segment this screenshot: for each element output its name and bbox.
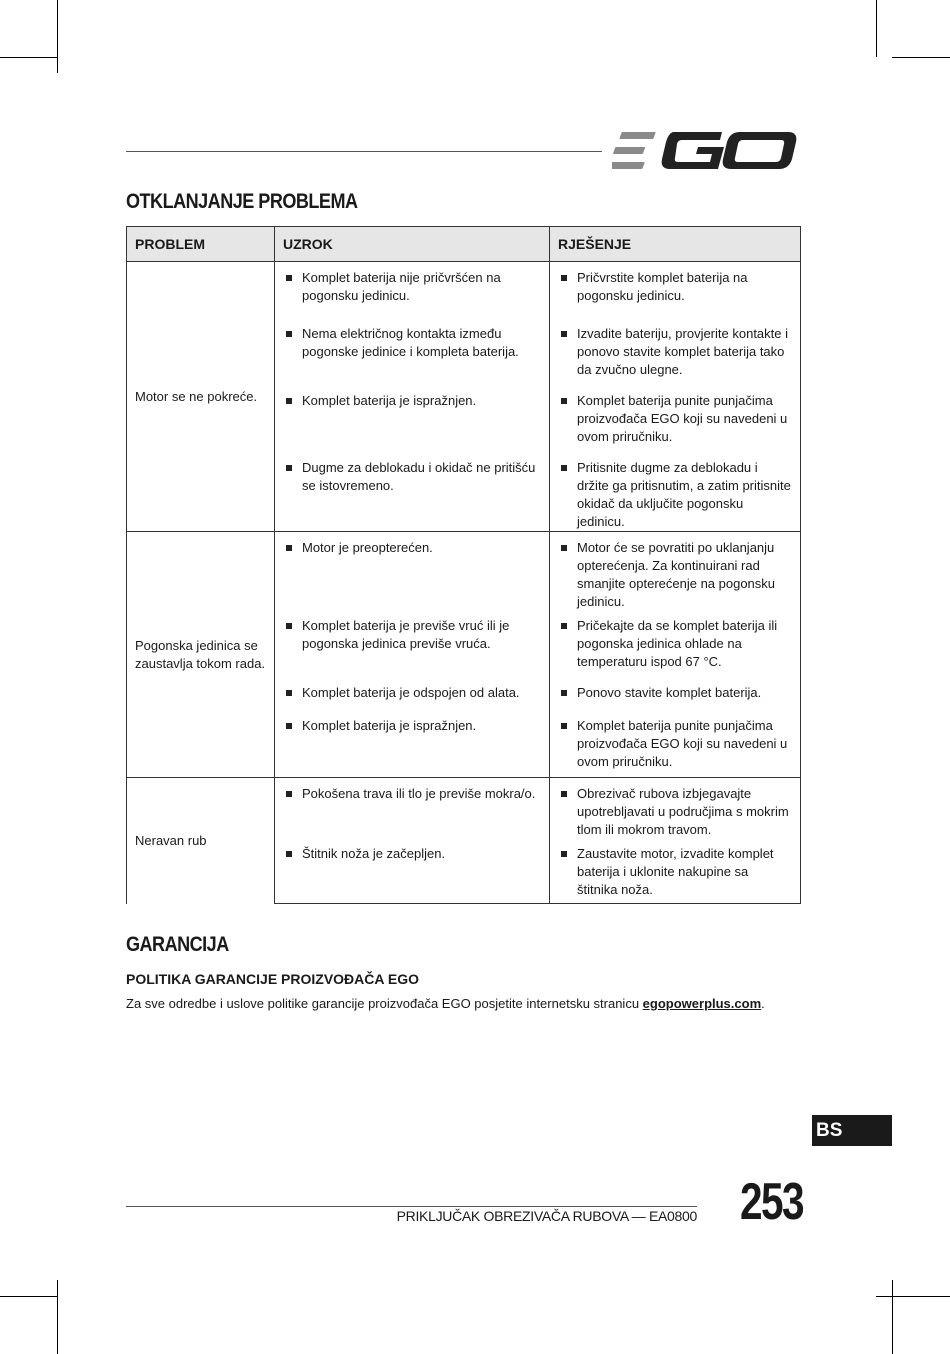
crop-mark [57, 0, 58, 73]
table-row [127, 262, 801, 326]
bullet-icon [286, 623, 292, 629]
footer-rule [126, 1206, 697, 1207]
bullet-icon [561, 851, 567, 857]
warranty-text-after: . [761, 996, 765, 1011]
footer-product: PRIKLJUČAK OBREZIVAČA RUBOVA — EA0800 [396, 1208, 697, 1224]
solution-text: Motor će se povratiti po uklanjanju opterećenja. Za kontinuirani rad smanjite opterećenje na pogonsku jedinicu. [577, 540, 776, 609]
solution-text: Ponovo stavite komplet baterija. [577, 685, 762, 700]
header-solution: RJEŠENJE [550, 227, 801, 262]
problem-cell: Pogonska jedinica se zaustavlja tokom rada. [127, 532, 275, 778]
solution-cell [550, 845, 801, 904]
cause-text: Komplet baterija je previše vruć ili je pogonska jedinica previše vruća. [302, 618, 510, 651]
solution-text: Pritisnite dugme za deblokadu i držite ga pritisnutim, a zatim pritisnite okidač da uključite pogonsku jedinicu. [577, 460, 791, 529]
solution-cell [550, 459, 801, 532]
cause-cell [275, 325, 550, 392]
solution-text: Pričvrstite komplet baterija na pogonsku jedinicu. [577, 270, 748, 303]
page-number: 253 [740, 1173, 803, 1231]
bullet-icon [286, 723, 292, 729]
solution-text: Pričekajte da se komplet baterija ili pogonska jedinica ohlade na temperaturu ispod 67 °C. [577, 618, 778, 669]
bullet-icon [561, 465, 567, 471]
cause-cell [275, 262, 550, 326]
table-header-row [127, 227, 801, 262]
table-row [127, 532, 801, 618]
solution-text: Zaustavite motor, izvadite komplet baterija i uklonite nakupine sa štitnika noža. [577, 846, 774, 897]
bullet-icon [561, 623, 567, 629]
bullet-icon [286, 398, 292, 404]
cause-cell [275, 717, 550, 778]
bullet-icon [561, 545, 567, 551]
warranty-subtitle: POLITIKA GARANCIJE PROIZVOĐAČA EGO [126, 971, 419, 987]
cause-cell [275, 778, 550, 846]
warranty-text-before: Za sve odredbe i uslove politike garancije proizvođača EGO posjetite internetsku stranicu [126, 996, 643, 1011]
table-row [127, 778, 801, 846]
cause-text: Pokošena trava ili tlo je previše mokra/o. [302, 786, 536, 801]
bullet-icon [286, 791, 292, 797]
crop-mark [0, 1296, 57, 1297]
solution-text: Komplet baterija punite punjačima proizvođača EGO koji su navedeni u ovom priručniku. [577, 718, 788, 769]
bullet-icon [561, 690, 567, 696]
bullet-icon [561, 275, 567, 281]
bullet-icon [561, 791, 567, 797]
cause-cell [275, 845, 550, 904]
warranty-text [126, 996, 765, 1011]
cause-text: Nema električnog kontakta između pogonske jedinice i kompleta baterija. [302, 326, 519, 359]
problem-cell: Motor se ne pokreće. [127, 262, 275, 532]
cause-cell [275, 392, 550, 459]
bullet-icon [286, 275, 292, 281]
bullet-icon [561, 398, 567, 404]
solution-cell [550, 778, 801, 846]
solution-cell [550, 392, 801, 459]
crop-mark [876, 1296, 950, 1297]
solution-text: Obrezivač rubova izbjegavajte upotrebljavati u područjima s mokrim tlom ili mokrom travom. [577, 786, 789, 837]
cause-cell [275, 532, 550, 618]
header-problem: PROBLEM [127, 227, 275, 262]
header-cause: UZROK [275, 227, 550, 262]
bullet-icon [561, 723, 567, 729]
cause-cell [275, 684, 550, 717]
crop-mark [0, 57, 57, 58]
cause-text: Komplet baterija je odspojen od alata. [302, 685, 520, 700]
cause-text: Komplet baterija je ispražnjen. [302, 718, 477, 733]
bullet-icon [286, 690, 292, 696]
bullet-icon [286, 465, 292, 471]
crop-mark [57, 1280, 58, 1354]
bullet-icon [286, 851, 292, 857]
troubleshooting-title: OTKLANJANJE PROBLEMA [126, 190, 358, 213]
cause-text: Komplet baterija nije pričvršćen na pogonsku jedinicu. [302, 270, 501, 303]
crop-mark [876, 0, 877, 57]
solution-cell [550, 717, 801, 778]
warranty-title: GARANCIJA [126, 933, 229, 956]
crop-mark [892, 57, 950, 58]
solution-text: Komplet baterija punite punjačima proizvođača EGO koji su navedeni u ovom priručniku. [577, 393, 788, 444]
bullet-icon [286, 545, 292, 551]
cause-text: Komplet baterija je ispražnjen. [302, 393, 477, 408]
problem-cell: Neravan rub [127, 778, 275, 904]
cause-text: Dugme za deblokadu i okidač ne pritišću se istovremeno. [302, 460, 536, 493]
language-badge: BS [812, 1115, 892, 1146]
solution-cell [550, 325, 801, 392]
solution-cell [550, 684, 801, 717]
solution-text: Izvadite bateriju, provjerite kontakte i ponovo stavite komplet baterija tako da zvučno ulegne. [577, 326, 788, 377]
troubleshooting-table [126, 226, 801, 904]
cause-text: Štitnik noža je začepljen. [302, 846, 446, 861]
cause-text: Motor je preopterećen. [302, 540, 433, 555]
cause-cell [275, 617, 550, 684]
crop-mark [892, 1280, 893, 1354]
ego-logo [612, 126, 802, 176]
warranty-link[interactable]: egopowerplus.com [642, 996, 762, 1011]
solution-cell [550, 617, 801, 684]
solution-cell [550, 532, 801, 618]
header-rule [126, 151, 602, 152]
cause-cell [275, 459, 550, 532]
bullet-icon [561, 331, 567, 337]
solution-cell [550, 262, 801, 326]
bullet-icon [286, 331, 292, 337]
